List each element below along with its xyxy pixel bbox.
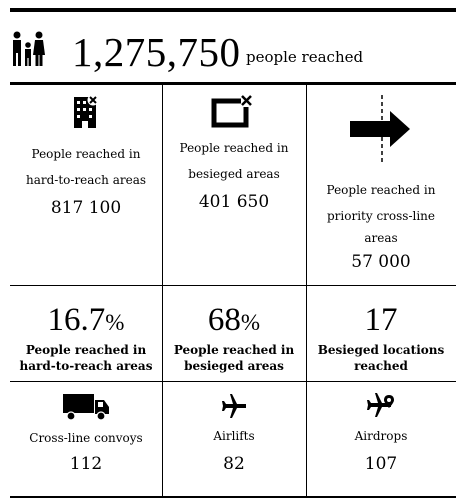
stat-label-line1: People reached in [31,147,141,161]
locations-value: 17 [364,302,398,338]
stat-airlifts [162,393,306,477]
stat-label: Cross-line convoys [29,431,143,445]
stat-label-line1: People reached in [179,141,289,155]
stat-value: 107 [364,454,398,474]
stat-label-line1: People reached in [173,343,295,357]
total-people-reached: 1,275,750 [72,29,241,75]
stat-besieged-percent [162,303,306,374]
stat-label-line2: priority cross-line [326,209,436,223]
stat-label-line1: People reached in [326,183,436,197]
total-people-reached-label: people reached [246,48,364,66]
stat-hard-to-reach-people [10,95,162,221]
stat-value: 401 650 [198,192,270,212]
stat-label-line2: hard-to-reach areas [19,359,153,373]
stat-value: 817 100 [50,198,122,218]
truck-icon [62,393,110,421]
stat-hard-to-reach-percent [10,303,162,374]
stat-cross-line-people [306,95,456,275]
bottom-rule [10,496,456,498]
stat-value: 82 [223,454,245,474]
stat-airdrops [306,393,456,477]
percent-value: 68% [207,302,261,338]
header [10,12,456,82]
airplane-icon [221,393,247,419]
airdrop-plane-icon [367,393,395,419]
stats-grid [10,85,456,496]
stat-value: 112 [69,454,103,474]
cross-line-arrow-icon [346,95,416,163]
stat-cross-line-convoys [10,393,162,477]
stat-label: Airlifts [213,429,255,443]
stat-label-line2: besieged areas [184,359,284,373]
stat-label-line2: hard-to-reach areas [25,173,147,187]
grid-hline-2 [10,381,456,382]
grid-hline-1 [10,285,456,286]
stat-label-line1: Besieged locations [317,343,445,357]
stat-label-line2: reached [354,359,408,373]
stat-label-line1: People reached in [25,343,147,357]
stat-besieged-locations [306,303,456,374]
stat-label: Airdrops [354,429,408,443]
stat-besieged-people [162,95,306,215]
family-icon [10,30,46,70]
stat-value: 57 000 [351,252,411,272]
percent-value: 16.7% [47,302,125,338]
besieged-box-icon [211,95,257,129]
stat-label-line3: areas [364,231,398,245]
building-icon [73,95,99,129]
stat-label-line2: besieged areas [188,167,280,181]
